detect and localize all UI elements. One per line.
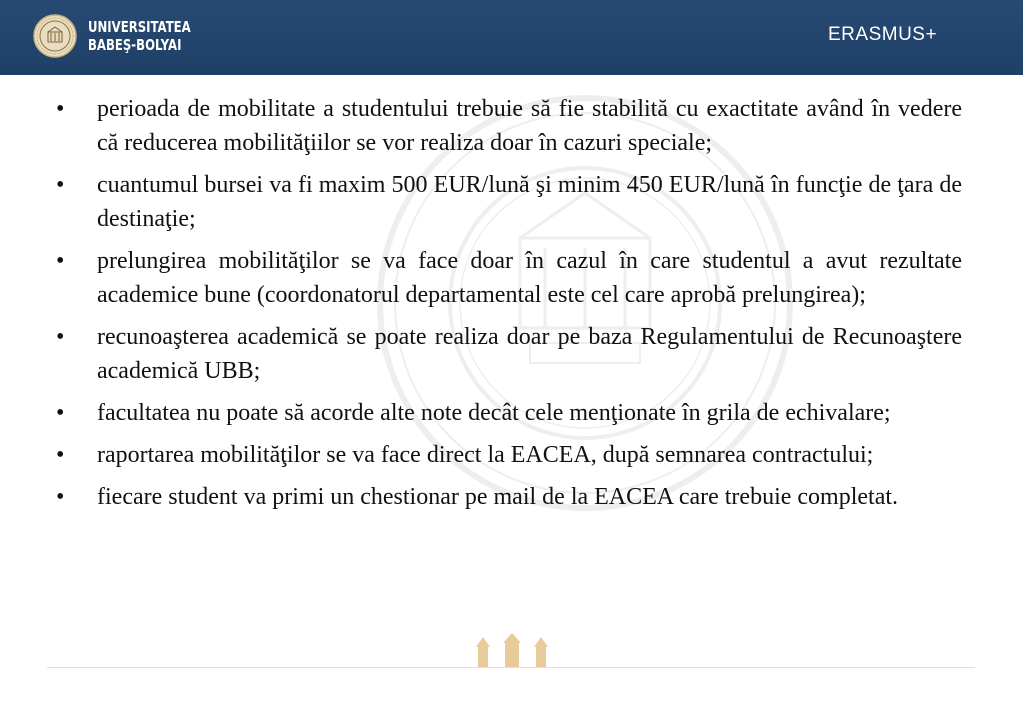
bullet-item (50, 244, 962, 312)
bullet-item (50, 92, 962, 160)
bullet-text: cuantumul bursei va fi maxim 500 EUR/lună şi minim 450 EUR/lună în funcţie de ţara de destinaţie; (97, 172, 962, 232)
header-bar (0, 0, 1023, 75)
bullet-text: raportarea mobilităţilor se va face direct la EACEA, după semnarea contractului; (97, 442, 874, 468)
bullet-marker: • (56, 400, 65, 426)
bullet-text: perioada de mobilitate a studentului trebuie să fie stabilită cu exactitate având în vedere că reducerea mobilităţiilor se vor realiza doar în cazuri speciale; (97, 96, 962, 156)
bullet-marker: • (56, 442, 65, 468)
header-title: ERASMUS+ (828, 24, 938, 45)
footer-divider (47, 667, 975, 668)
bullet-marker: • (56, 172, 65, 198)
bullet-item (50, 480, 962, 514)
bullet-text: recunoaşterea academică se poate realiza doar pe baza Regulamentului de Recunoaştere academică UBB; (97, 324, 962, 384)
bullet-marker: • (56, 248, 65, 274)
bullet-list (50, 92, 962, 514)
bullet-item (50, 438, 962, 472)
bullet-text: facultatea nu poate să acorde alte note decât cele menţionate în grila de echivalare; (97, 400, 891, 426)
university-seal-icon (33, 14, 77, 58)
towers-decoration-icon (472, 633, 552, 669)
bullet-text: fiecare student va primi un chestionar pe mail de la EACEA care trebuie completat. (97, 484, 899, 510)
bullet-marker: • (56, 96, 65, 122)
bullet-item (50, 168, 962, 236)
slide-content (50, 92, 962, 522)
logo-line-2: BABEŞ-BOLYAI (88, 36, 182, 54)
bullet-marker: • (56, 324, 65, 350)
bullet-item (50, 320, 962, 388)
bullet-marker: • (56, 484, 65, 510)
university-logo-text (88, 18, 191, 54)
logo-line-1: UNIVERSITATEA (88, 18, 191, 36)
bullet-item (50, 396, 962, 430)
bullet-text: prelungirea mobilităţilor se va face doar în cazul în care studentul a avut rezultate academice bune (coordonatorul departamental este cel care aprobă prelungirea); (97, 248, 962, 308)
